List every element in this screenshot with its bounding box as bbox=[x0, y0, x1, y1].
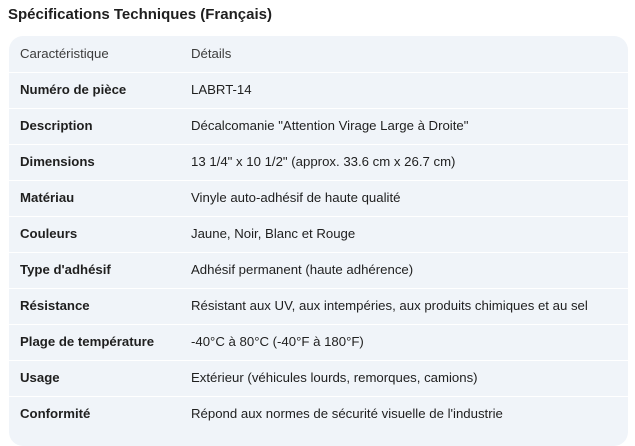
details-cell: LABRT-14 bbox=[191, 82, 252, 97]
details-cell: Répond aux normes de sécurité visuelle de l'industrie bbox=[191, 406, 503, 421]
table-row bbox=[9, 396, 628, 432]
characteristic-cell: Numéro de pièce bbox=[20, 82, 127, 97]
characteristic-cell: Description bbox=[20, 118, 93, 133]
table-row bbox=[9, 324, 628, 360]
table-row bbox=[9, 144, 628, 180]
details-cell: -40°C à 80°C (-40°F à 180°F) bbox=[191, 334, 364, 349]
characteristic-cell: Plage de température bbox=[20, 334, 155, 349]
characteristic-cell: Couleurs bbox=[20, 226, 78, 241]
column-header-characteristic: Caractéristique bbox=[20, 46, 109, 61]
details-cell: Résistant aux UV, aux intempéries, aux produits chimiques et au sel bbox=[191, 298, 588, 313]
column-header-details: Détails bbox=[191, 46, 232, 61]
table-row bbox=[9, 180, 628, 216]
details-cell: 13 1/4" x 10 1/2" (approx. 33.6 cm x 26.7 cm) bbox=[191, 154, 456, 169]
table-row bbox=[9, 360, 628, 396]
details-cell: Décalcomanie "Attention Virage Large à Droite" bbox=[191, 118, 469, 133]
specifications-table bbox=[9, 36, 628, 446]
characteristic-cell: Résistance bbox=[20, 298, 90, 313]
details-cell: Vinyle auto-adhésif de haute qualité bbox=[191, 190, 401, 205]
table-row bbox=[9, 252, 628, 288]
table-row bbox=[9, 216, 628, 252]
table-row bbox=[9, 288, 628, 324]
page-title: Spécifications Techniques (Français) bbox=[8, 6, 272, 23]
characteristic-cell: Matériau bbox=[20, 190, 75, 205]
characteristic-cell: Usage bbox=[20, 370, 60, 385]
details-cell: Jaune, Noir, Blanc et Rouge bbox=[191, 226, 356, 241]
details-cell: Adhésif permanent (haute adhérence) bbox=[191, 262, 414, 277]
characteristic-cell: Type d'adhésif bbox=[20, 262, 111, 277]
table-row bbox=[9, 72, 628, 108]
table-header-row bbox=[9, 36, 628, 72]
characteristic-cell: Conformité bbox=[20, 406, 91, 421]
table-row bbox=[9, 108, 628, 144]
characteristic-cell: Dimensions bbox=[20, 154, 95, 169]
details-cell: Extérieur (véhicules lourds, remorques, camions) bbox=[191, 370, 478, 385]
